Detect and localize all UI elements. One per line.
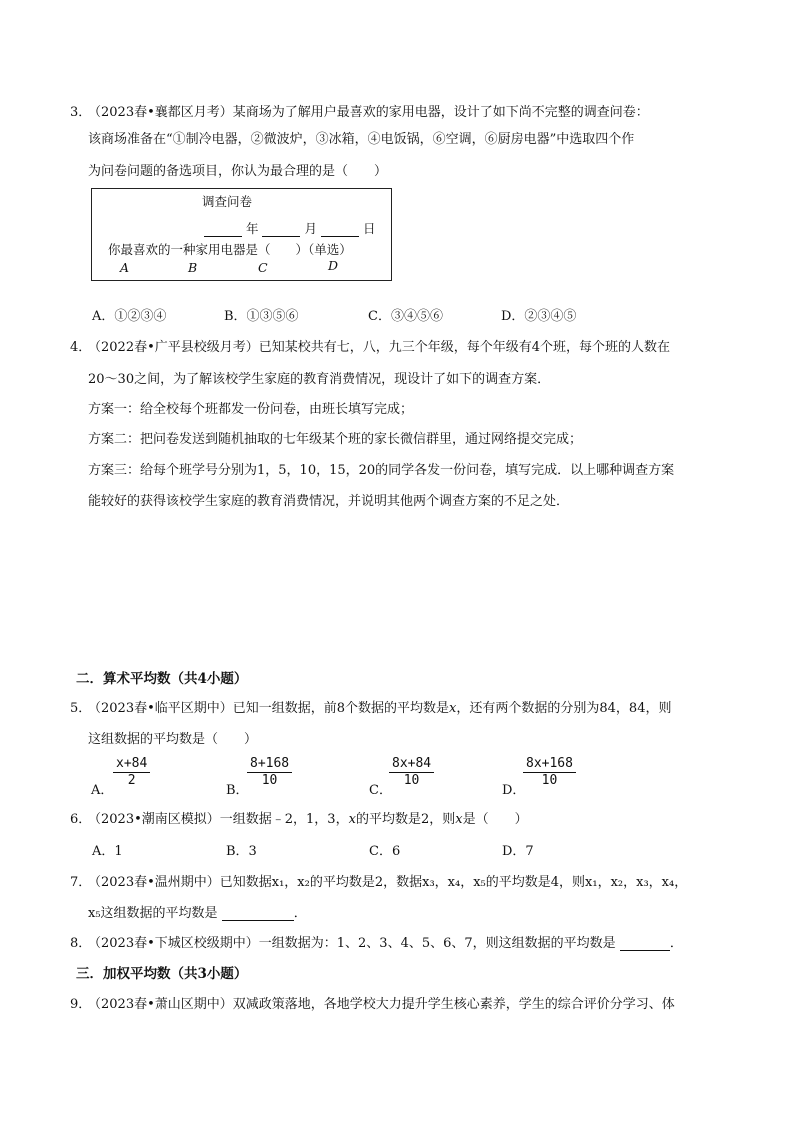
survey-choice-b: B bbox=[188, 260, 198, 275]
q5-option-d-letter[interactable]: D． bbox=[502, 783, 526, 798]
q4-stem-line1 bbox=[88, 336, 670, 355]
q4-plan3: 方案三：给每个班学号分别为1，5，10，15，20的同学各发一份问卷，填写完成．以上哪种调查方案 bbox=[88, 463, 675, 478]
q8-stem-text: 一组数据为：1、2、3、4、5、6、7，则这组数据的平均数是 bbox=[258, 936, 616, 951]
q5-stem-line1 bbox=[88, 697, 671, 716]
q3-stem-line1 bbox=[88, 101, 649, 120]
q7-stem2: x₅这组数据的平均数是 bbox=[88, 906, 218, 921]
q3-stem-line2: 该商场准备在“①制冷电器，②微波炉，③冰箱，④电饭锅，⑥空调，⑥厨房电器”中选取四个作 bbox=[88, 132, 635, 147]
q3-option-a[interactable]: A．①②③④ bbox=[92, 309, 167, 324]
q3-stem1: 某商场为了解用户最喜欢的家用电器，设计了如下尚不完整的调查问卷： bbox=[232, 105, 649, 120]
q6-option-b[interactable]: B．3 bbox=[226, 844, 257, 859]
section-3-heading: 三．加权平均数（共3小题） bbox=[76, 966, 248, 982]
survey-date-line bbox=[204, 219, 375, 237]
fraction-numerator: 8+168 bbox=[247, 756, 292, 773]
fraction-numerator: x+84 bbox=[113, 756, 150, 773]
fraction-denominator: 2 bbox=[127, 773, 136, 788]
q5-stem1a: 已知一组数据，前8个数据的平均数是 bbox=[232, 701, 450, 716]
q5-option-b-fraction[interactable] bbox=[247, 756, 292, 789]
q4-stem1: 已知某校共有七，八，九三个年级，每个年级有4个班，每个班的人数在 bbox=[258, 340, 671, 355]
q4-plan4: 能较好的获得该校学生家庭的教育消费情况，并说明其他两个调查方案的不足之处． bbox=[88, 494, 570, 509]
q5-number: 5． bbox=[70, 701, 92, 716]
survey-month: 月 bbox=[304, 221, 317, 236]
q5-var-x: x bbox=[449, 701, 457, 716]
q7-stem-line1 bbox=[88, 871, 687, 890]
q5-stem-line2: 这组数据的平均数是（ ） bbox=[88, 732, 258, 747]
q5-option-a-letter[interactable]: A． bbox=[91, 783, 114, 798]
q6-stem bbox=[88, 808, 528, 827]
q3-option-d[interactable]: D．②③④⑤ bbox=[501, 309, 577, 324]
q7-stem-line2: x₅这组数据的平均数是 ． bbox=[88, 906, 307, 921]
q7-answer-blank[interactable] bbox=[222, 906, 294, 921]
survey-year: 年 bbox=[245, 221, 259, 236]
q6-var-x: x bbox=[348, 812, 356, 827]
survey-choice-a: A bbox=[120, 260, 130, 275]
q3-stem-line3: 为问卷问题的备选项目，你认为最合理的是（ ） bbox=[88, 164, 388, 179]
q6-source: （2023•潮南区模拟） bbox=[88, 812, 220, 827]
survey-choice-c: C bbox=[258, 260, 268, 275]
q8-number: 8． bbox=[70, 936, 92, 951]
q9-stem bbox=[88, 993, 675, 1012]
q5-option-b-letter[interactable]: B． bbox=[226, 783, 249, 798]
q6-option-d[interactable]: D．7 bbox=[502, 844, 534, 859]
q4-source: （2022春•广平县校级月考） bbox=[88, 340, 259, 355]
month-blank bbox=[262, 236, 300, 237]
q3-option-c[interactable]: C．③④⑤⑥ bbox=[368, 309, 443, 324]
q6-stem-c: 是（ ） bbox=[462, 812, 528, 827]
q6-stem-b: 的平均数是2，则 bbox=[355, 812, 456, 827]
q5-option-a-fraction[interactable] bbox=[113, 756, 150, 789]
q5-option-d-fraction[interactable] bbox=[523, 756, 576, 789]
section-2-heading: 二．算术平均数（共4小题） bbox=[76, 671, 248, 687]
q7-stem1: 已知数据x₁，x₂的平均数是2，数据x₃，x₄，x₅的平均数是4，则x₁，x₂，x₃，x₄， bbox=[219, 875, 688, 890]
fraction-denominator: 10 bbox=[403, 773, 420, 788]
q9-number: 9． bbox=[70, 997, 92, 1012]
q6-number: 6． bbox=[70, 812, 92, 827]
q8-answer-blank[interactable] bbox=[620, 936, 670, 951]
fraction-denominator: 10 bbox=[261, 773, 278, 788]
survey-box bbox=[91, 188, 392, 281]
q3-option-b[interactable]: B．①③⑤⑥ bbox=[224, 309, 299, 324]
q5-option-c-letter[interactable]: C． bbox=[369, 783, 392, 798]
fraction-denominator: 10 bbox=[541, 773, 558, 788]
q6-option-c[interactable]: C．6 bbox=[369, 844, 401, 859]
q7-source: （2023春•温州期中） bbox=[88, 875, 220, 890]
q4-stem-line2: 20～30之间，为了解该校学生家庭的教育消费情况，现设计了如下的调查方案． bbox=[88, 372, 551, 387]
q6-stem-a: 一组数据﹣2，1，3， bbox=[219, 812, 349, 827]
fraction-numerator: 8x+84 bbox=[389, 756, 434, 773]
q5-source: （2023春•临平区期中） bbox=[88, 701, 233, 716]
q7-number: 7． bbox=[70, 875, 92, 890]
survey-title: 调查问卷 bbox=[202, 194, 253, 209]
q5-option-c-fraction[interactable] bbox=[389, 756, 434, 789]
q9-source: （2023春•萧山区期中） bbox=[88, 997, 233, 1012]
q5-stem1b: ，还有两个数据的分别为84，84，则 bbox=[456, 701, 672, 716]
q4-plan2: 方案二：把问卷发送到随机抽取的七年级某个班的家长微信群里，通过网络提交完成； bbox=[88, 432, 583, 447]
q4-plan1: 方案一：给全校每个班都发一份问卷，由班长填写完成； bbox=[88, 402, 414, 417]
day-blank bbox=[321, 236, 359, 237]
q4-number: 4． bbox=[70, 340, 92, 355]
survey-day: 日 bbox=[362, 221, 376, 236]
fraction-numerator: 8x+168 bbox=[523, 756, 576, 773]
survey-question: 你最喜欢的一种家用电器是（ ）（单选） bbox=[108, 242, 352, 257]
q8-stem: （2023春•下城区校级期中）一组数据为：1、2、3、4、5、6、7，则这组数据的平均数是 ． bbox=[88, 936, 683, 951]
q9-stem-text: 双减政策落地，各地学校大力提升学生核心素养，学生的综合评价分学习、体 bbox=[232, 997, 675, 1012]
survey-choice-d: D bbox=[328, 258, 339, 273]
year-blank bbox=[204, 236, 242, 237]
q8-source: （2023春•下城区校级期中） bbox=[88, 936, 259, 951]
q6-option-a[interactable]: A．1 bbox=[92, 844, 123, 859]
q3-number: 3． bbox=[70, 105, 92, 120]
q3-source: （2023春•襄都区月考） bbox=[88, 105, 233, 120]
q6-var-x2: x bbox=[455, 812, 463, 827]
